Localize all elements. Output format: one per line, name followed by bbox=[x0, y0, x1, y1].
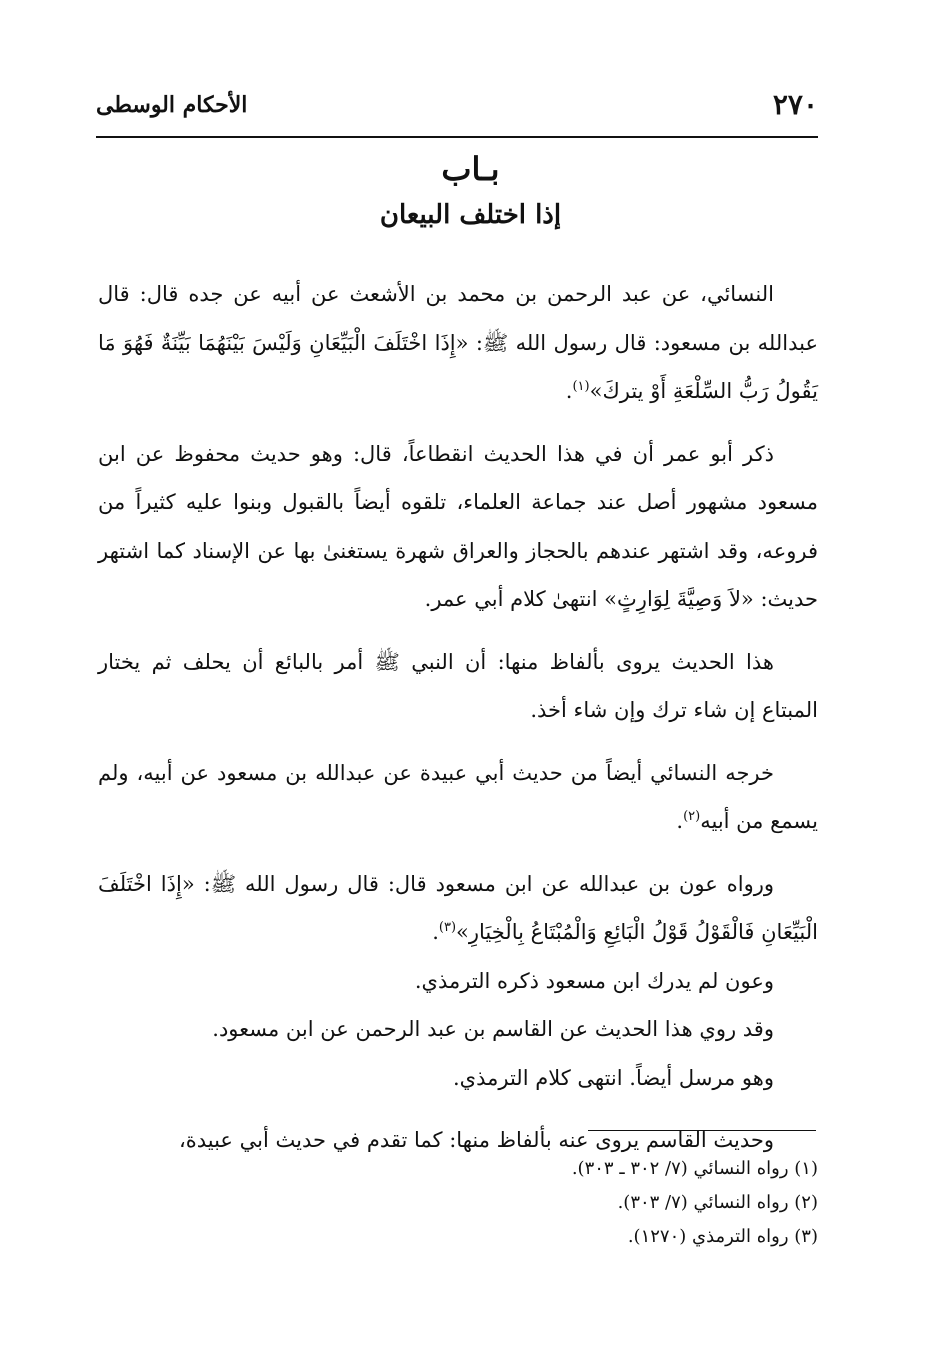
main-text bbox=[98, 270, 818, 1179]
paragraph-text: النسائي، عن عبد الرحمن بن محمد بن الأشعث عن أبيه عن جده قال: قال عبدالله بن مسعود: قال رسول الله ﷺ: «إِذَا اخْتَلَفَ الْبَيِّعَانِ وَلَيْسَ بَيْنَهُمَا بَيِّنَةٌ فَهُوَ مَا يَقُولُ رَبُّ السِّلْعَةِ أَوْ يتركَ» bbox=[98, 282, 818, 403]
footnote-ref-3: (٣) bbox=[438, 920, 457, 935]
paragraph-6 bbox=[98, 957, 818, 1006]
footnote-ref-1: (١) bbox=[572, 379, 590, 394]
paragraph-text: ذكر أبو عمر أن في هذا الحديث انقطاعاً، قال: وهو حديث محفوظ عن ابن مسعود مشهور أصل عند جماعة العلماء، تلقوه أيضاً بالقبول وبنوا عليه كثيراً من فروعه، وقد اشتهر عندهم بالحجاز والعراق شهرة يستغنىٰ بها عن الإسناد كما اشتهر حديث: «لاَ وَصِيَّةَ لِوَارِثٍ» انتهىٰ كلام أبي عمر. bbox=[98, 441, 818, 611]
header-rule bbox=[96, 136, 818, 138]
footnotes bbox=[300, 1152, 818, 1254]
paragraph-8 bbox=[98, 1054, 818, 1103]
paragraph-4 bbox=[98, 749, 818, 846]
paragraph-5 bbox=[98, 860, 818, 957]
paragraph-text: خرجه النسائي أيضاً من حديث أبي عبيدة عن عبدالله بن مسعود عن أبيه، ولم يسمع من أبيه bbox=[98, 760, 818, 833]
paragraph-3 bbox=[98, 638, 818, 735]
paragraph-text: ورواه عون بن عبدالله عن ابن مسعود قال: قال رسول الله ﷺ: «إِذَا اخْتَلَفَ الْبَيِّعَانِ فَالْقَوْلُ قَوْلُ الْبَائِعِ وَالْمُبْتَاعُ بِالْخِيَارِ» bbox=[98, 871, 818, 944]
paragraph-text: وعون لم يدرك ابن مسعود ذكره الترمذي. bbox=[414, 968, 774, 993]
paragraph-7 bbox=[98, 1005, 818, 1054]
paragraph-2 bbox=[98, 430, 818, 624]
footnote-3: (٣) رواه الترمذي (١٢٧٠). bbox=[627, 1226, 818, 1247]
footnote-2: (٢) رواه النسائي (٧/ ٣٠٣). bbox=[617, 1192, 818, 1213]
page-number: ٢٧٠ bbox=[772, 88, 818, 121]
chapter-title: إذا اختلف البيعان bbox=[379, 200, 562, 230]
paragraph-1 bbox=[98, 270, 818, 416]
footnote-1: (١) رواه النسائي (٧/ ٣٠٢ ـ ٣٠٣). bbox=[571, 1158, 818, 1179]
paragraph-text: وحديث القاسم يروى عنه بألفاظ منها: كما تقدم في حديث أبي عبيدة، bbox=[178, 1128, 774, 1152]
paragraph-text: وهو مرسل أيضاً. انتهى كلام الترمذي. bbox=[452, 1065, 774, 1090]
paragraph-end: . bbox=[565, 379, 573, 403]
paragraph-text: وقد روي هذا الحديث عن القاسم بن عبد الرحمن عن ابن مسعود. bbox=[212, 1017, 774, 1041]
chapter-label: بـاب bbox=[441, 150, 500, 188]
paragraph-end: . bbox=[432, 920, 439, 944]
footnote-ref-2: (٢) bbox=[683, 809, 701, 824]
paragraph-text: هذا الحديث يروى بألفاظ منها: أن النبي ﷺ أمر بالبائع أن يحلف ثم يختار المبتاع إن شاء ترك وإن شاء أخذ. bbox=[98, 649, 818, 722]
paragraph-end: . bbox=[676, 809, 684, 833]
page-header bbox=[96, 88, 818, 128]
running-title: الأحكام الوسطى bbox=[96, 92, 248, 118]
footnote-separator bbox=[588, 1130, 816, 1131]
